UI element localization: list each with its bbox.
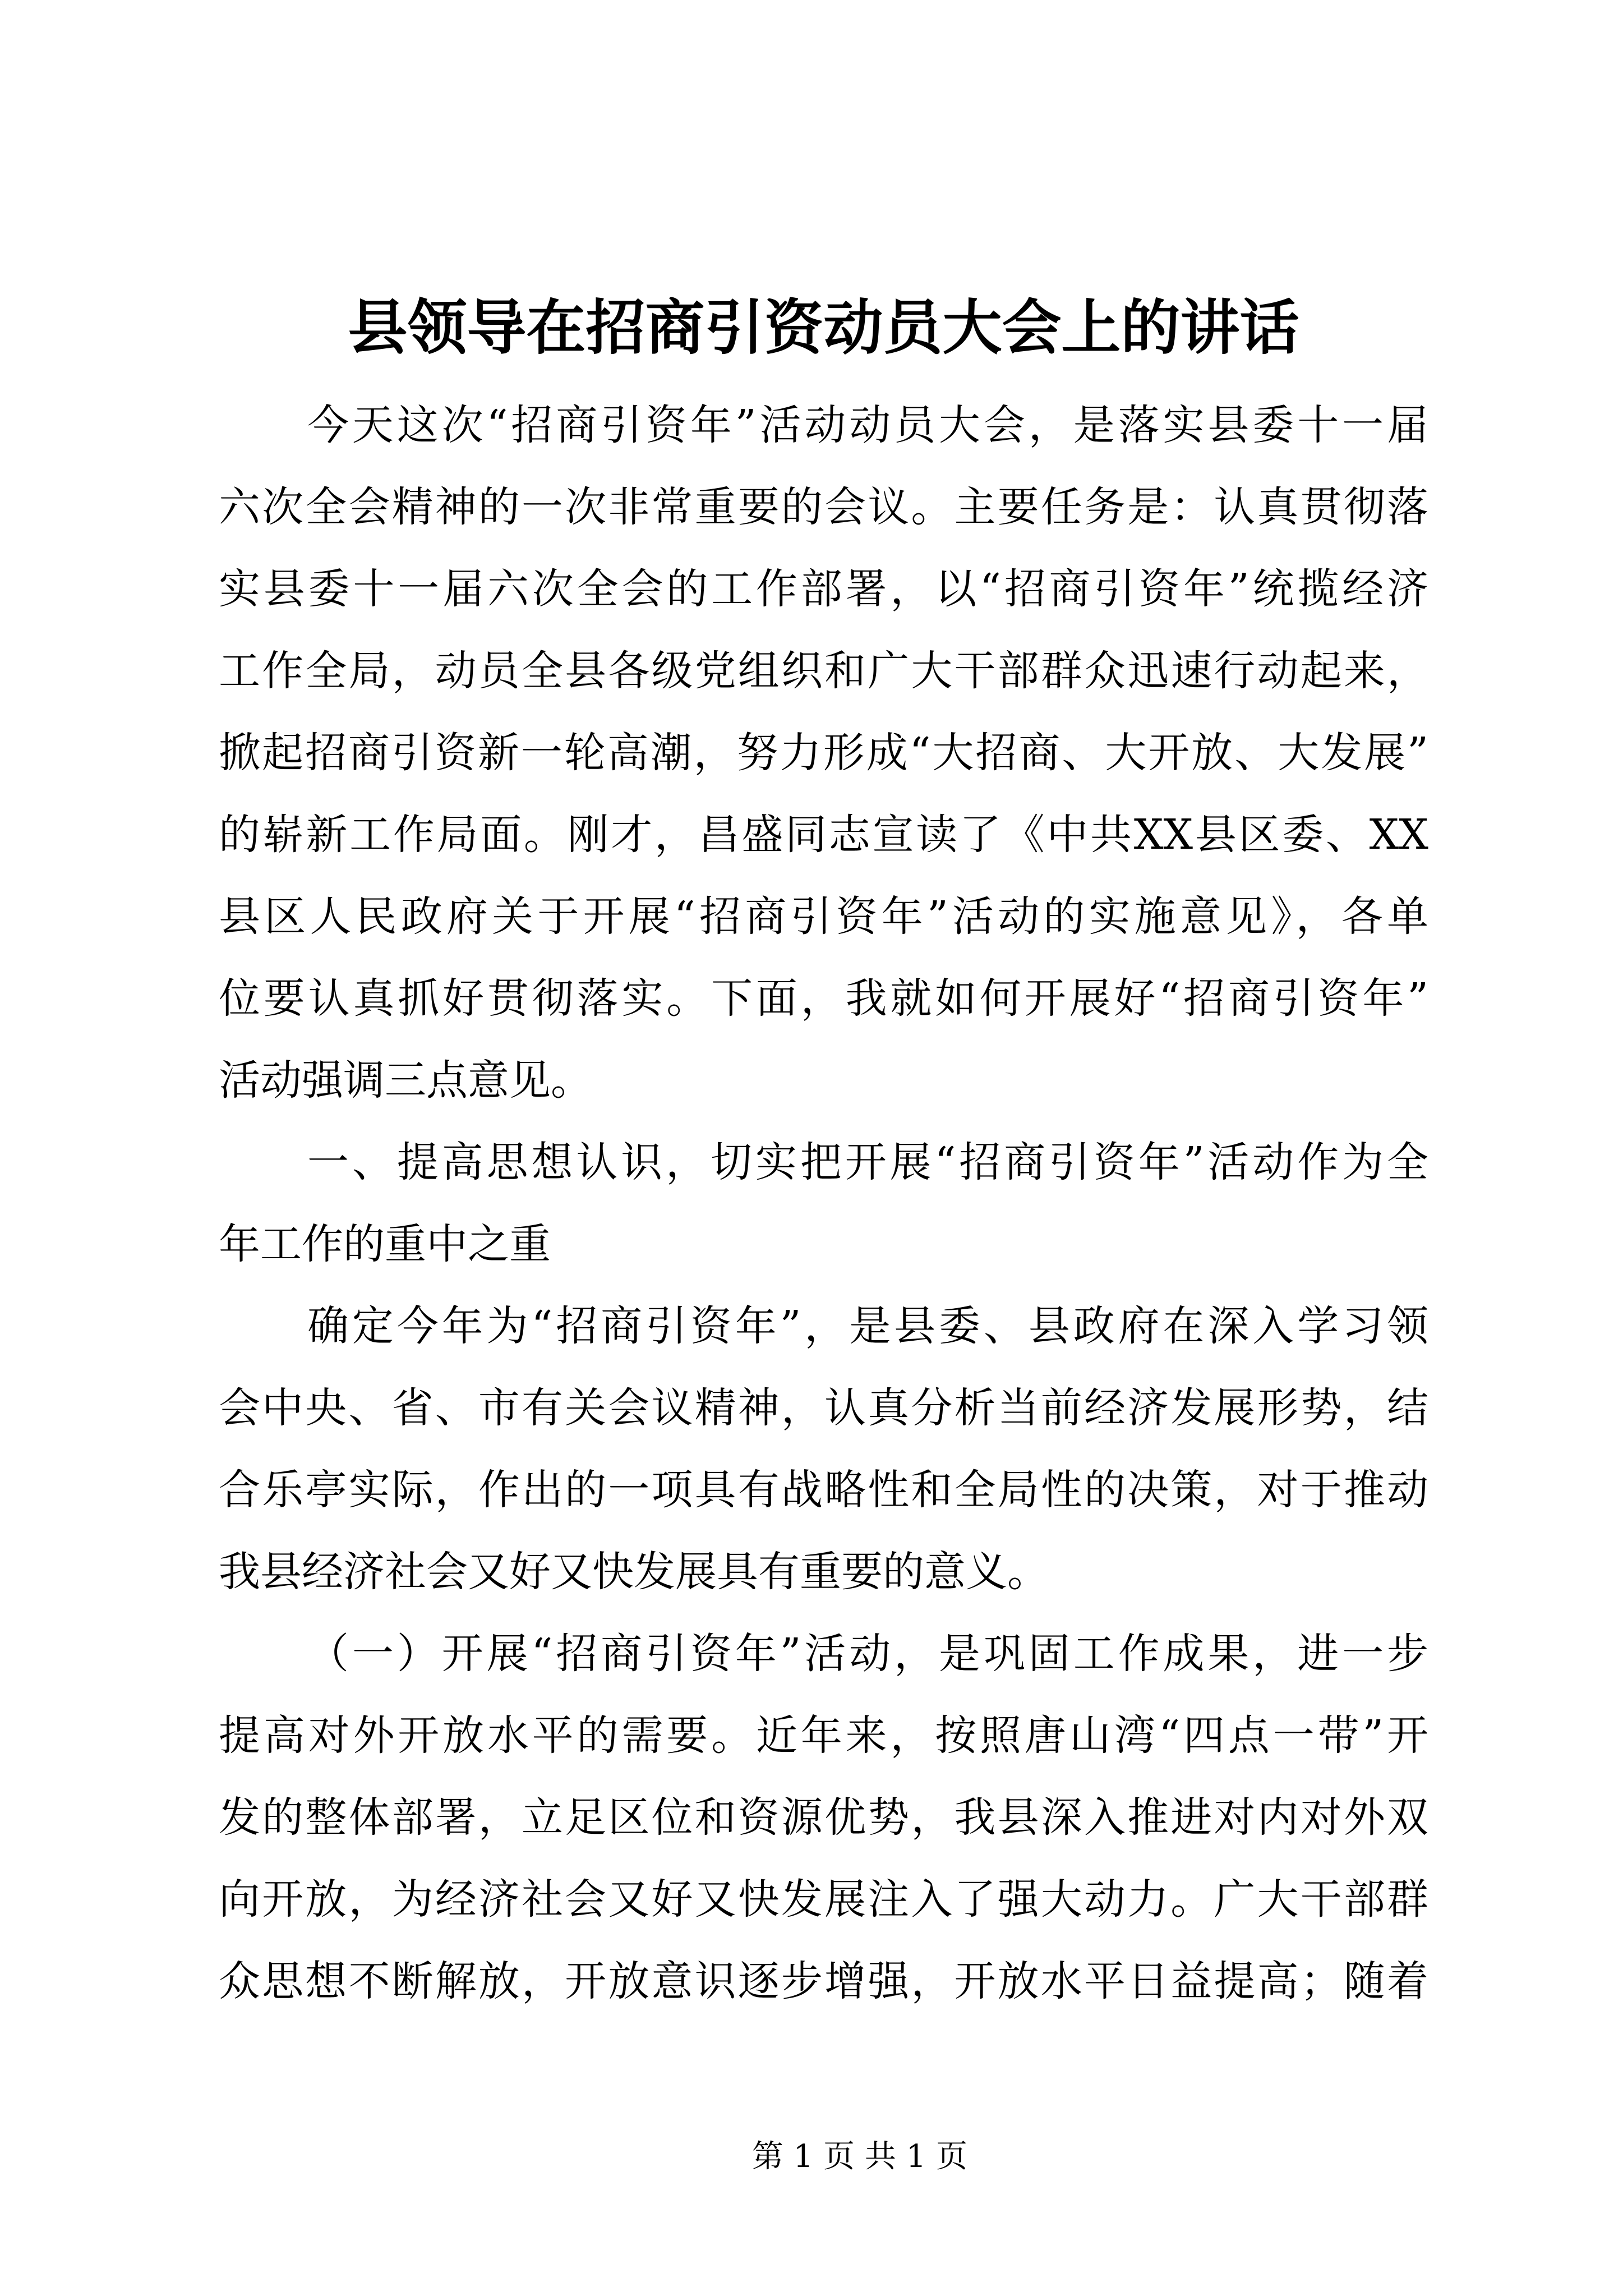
- paragraph-line: 我县经济社会又好又快发展具有重要的意义。: [219, 1548, 1049, 1596]
- paragraph-line: （一）开展“招商引资年”活动，是巩固工作成果，进一步: [307, 1630, 1428, 1678]
- paragraph-line: 活动强调三点意见。: [219, 1056, 592, 1105]
- paragraph-line: 六次全会精神的一次非常重要的会议。主要任务是：认真贯彻落: [219, 483, 1428, 531]
- paragraph-line: 掀起招商引资新一轮高潮，努力形成“大招商、大开放、大发展”: [219, 729, 1428, 777]
- section-heading-1: [219, 1121, 1428, 1285]
- paragraph-line: 合乐亭实际，作出的一项具有战略性和全局性的决策，对于推动: [219, 1466, 1428, 1514]
- paragraph-2: [219, 1285, 1428, 1613]
- paragraph-line: 位要认真抓好贯彻落实。下面，我就如何开展好“招商引资年”: [219, 974, 1428, 1023]
- paragraph-line: 的崭新工作局面。刚才，昌盛同志宣读了《中共XX县区委、XX: [219, 811, 1428, 859]
- paragraph-line: 众思想不断解放，开放意识逐步增强，开放水平日益提高；随着: [219, 1957, 1428, 2005]
- paragraph-line: 一、提高思想认识，切实把开展“招商引资年”活动作为全: [307, 1138, 1428, 1186]
- paragraph-line: 县区人民政府关于开展“招商引资年”活动的实施意见》，各单: [219, 892, 1428, 941]
- paragraph-line: 向开放，为经济社会又好又快发展注入了强大动力。广大干部群: [219, 1875, 1428, 1924]
- paragraph-line: 确定今年为“招商引资年”，是县委、县政府在深入学习领: [307, 1302, 1428, 1350]
- paragraph-line: 今天这次“招商引资年”活动动员大会，是落实县委十一届: [307, 401, 1428, 449]
- paragraph-3: [219, 1613, 1428, 2022]
- paragraph-line: 实县委十一届六次全会的工作部署，以“招商引资年”统揽经济: [219, 565, 1428, 613]
- page-footer: 第 1 页 共 1 页: [751, 2138, 968, 2175]
- paragraph-line: 年工作的重中之重: [219, 1220, 551, 1268]
- paragraph-line: 工作全局，动员全县各级党组织和广大干部群众迅速行动起来，: [219, 647, 1428, 695]
- paragraph-line: 提高对外开放水平的需要。近年来，按照唐山湾“四点一带”开: [219, 1711, 1428, 1760]
- document-body: [219, 384, 1428, 2022]
- paragraph-line: 会中央、省、市有关会议精神，认真分析当前经济发展形势，结: [219, 1384, 1428, 1432]
- paragraph-1: [219, 384, 1428, 1121]
- paragraph-line: 发的整体部署，立足区位和资源优势，我县深入推进对内对外双: [219, 1793, 1428, 1842]
- document-title: 县领导在招商引资动员大会上的讲话: [348, 292, 1299, 362]
